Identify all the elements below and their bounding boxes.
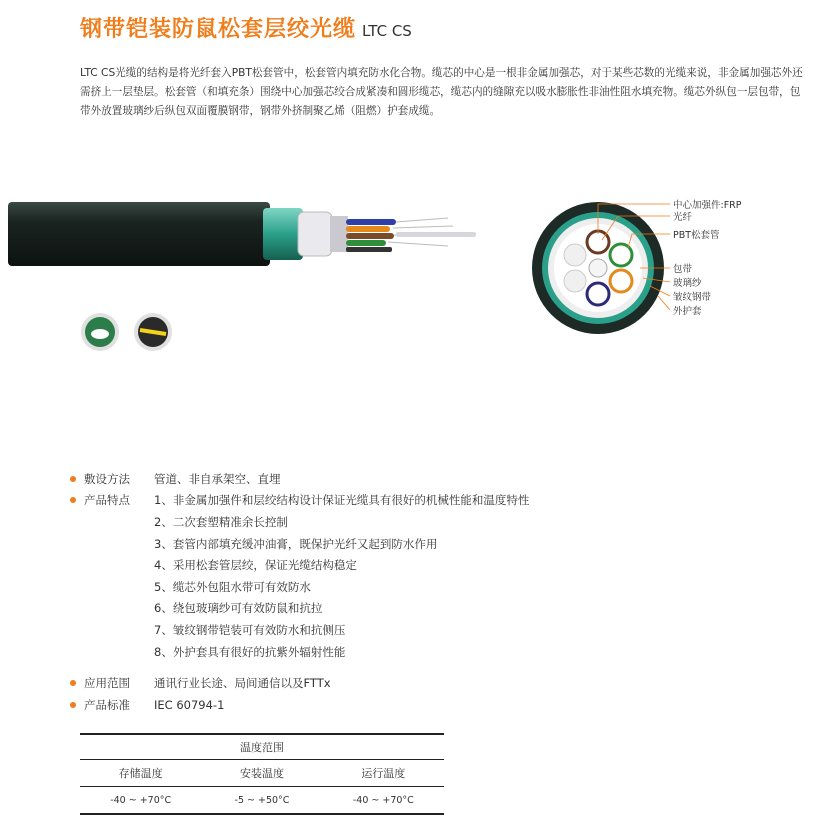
temperature-table bbox=[80, 733, 444, 815]
spec-features: 产品特点 1、非金属加强件和层绞结构设计保证光缆具有很好的机械性能和温度特性 bbox=[70, 490, 770, 512]
feature-item: 4、采用松套管层绞，保证光缆结构稳定 bbox=[154, 558, 357, 573]
cable-image bbox=[8, 190, 488, 280]
feature-item: 3、套管内部填充缓冲油膏，既保护光纤又起到防水作用 bbox=[154, 536, 438, 551]
label-tape: 包带 bbox=[673, 264, 693, 275]
label-yarn: 玻璃纱 bbox=[673, 278, 702, 289]
label-steel: 皱纹钢带 bbox=[673, 292, 712, 303]
table-header: 运行温度 bbox=[361, 767, 406, 780]
divider bbox=[80, 813, 444, 815]
spec-application: 应用范围 通讯行业长途、局间通信以及FTTx bbox=[70, 672, 770, 694]
page-title bbox=[80, 12, 412, 43]
table-cell: -5 ~ +50°C bbox=[234, 794, 290, 806]
label-pbt: PBT松套管 bbox=[673, 230, 720, 241]
feature-item: 5、缆芯外包阻水带可有效防水 bbox=[154, 579, 311, 594]
feature-item: 2、二次套塑精准余长控制 bbox=[154, 514, 288, 529]
bullet bbox=[70, 680, 76, 686]
table-title: 温度范围 bbox=[240, 741, 284, 754]
feature-item: 8、外护套具有很好的抗紫外辐射性能 bbox=[154, 644, 346, 659]
bullet bbox=[70, 476, 76, 482]
rodent-proof-icon bbox=[81, 313, 119, 351]
feature-item: 6、绕包玻璃纱可有效防鼠和抗拉 bbox=[154, 601, 323, 616]
title-chinese: 钢带铠装防鼠松套层绞光缆 bbox=[80, 17, 357, 42]
armor-icon bbox=[134, 313, 172, 351]
spec-laying: 敷设方法 管道、非自承架空、直埋 bbox=[70, 468, 770, 490]
bullet bbox=[70, 702, 76, 708]
specs-section bbox=[70, 468, 770, 716]
table-cell: -40 ~ +70°C bbox=[110, 794, 172, 806]
label-sheath: 外护套 bbox=[673, 306, 702, 317]
icons-row bbox=[80, 312, 190, 356]
label-fiber: 光纤 bbox=[673, 212, 693, 223]
bullet bbox=[70, 497, 76, 503]
table-header: 安装温度 bbox=[239, 767, 284, 780]
table-header: 存储温度 bbox=[118, 767, 163, 780]
label-frp: 中心加强件:FRP bbox=[673, 200, 742, 211]
product-description: LTC CS光缆的结构是将光纤套入PBT松套管中，松套管内填充防水化合物。缆芯的中心是一根非金属加强芯，对于某些芯数的光缆来说，非金属加强芯外还需挤上一层垫层。松套管（和填充条）围绕中心加强芯绞合成紧凑和圆形缆芯，缆芯内的缝隙充以吸水膨胀性非油性阻水填充物。缆芯外纵包一层包带，包带外放置玻璃纱后纵包双面覆膜钢带，钢带外挤制聚乙烯（阻燃）护套成缆。 bbox=[80, 67, 803, 117]
title-code: LTC CS bbox=[362, 22, 412, 40]
cross-section-diagram bbox=[528, 196, 758, 346]
feature-item: 7、皱纹钢带铠装可有效防水和抗侧压 bbox=[154, 622, 346, 637]
table-cell: -40 ~ +70°C bbox=[352, 794, 414, 806]
spec-standard: 产品标准 IEC 60794-1 bbox=[70, 694, 770, 716]
